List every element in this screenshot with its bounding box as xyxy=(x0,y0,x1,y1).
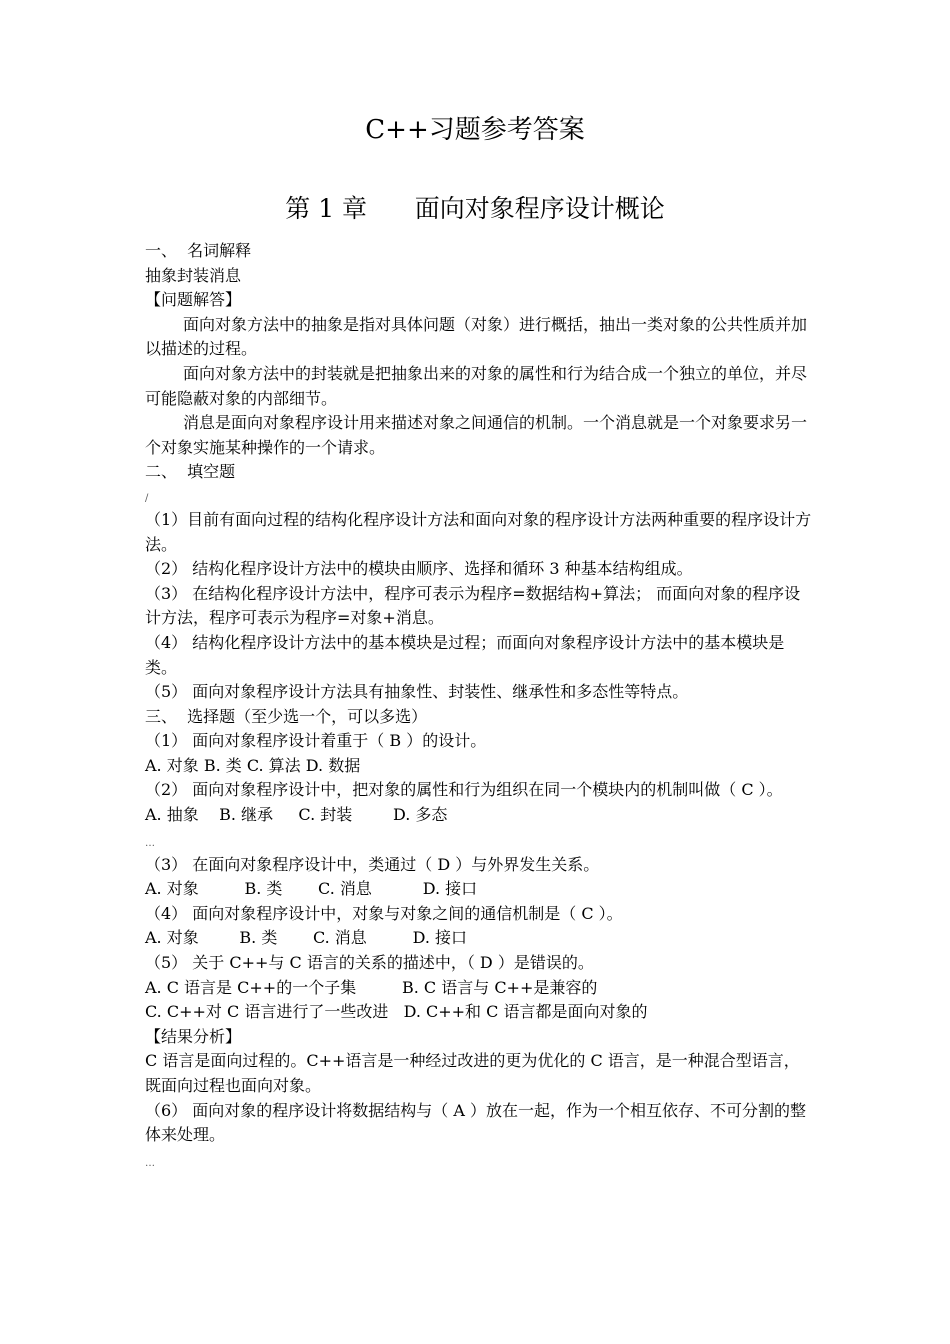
section-heading-choice: 三、 选择题（至少选一个，可以多选） xyxy=(145,706,428,726)
question-5-options-row-1: A. C 语言是 C++的一个子集 B. C 语言与 C++是兼容的 xyxy=(145,977,598,997)
fill-item-3: （3） 在结构化程序设计方法中，程序可表示为程序=数据结构+算法； 而面向对象的程序设计方法，程序可表示为程序=对象+消息。 xyxy=(145,583,801,628)
section-heading-fill-blank: 二、 填空题 xyxy=(145,462,236,482)
page-mark: / xyxy=(145,492,149,504)
section-heading-terms: 一、 名词解释 xyxy=(145,241,252,260)
fill-item-5: （5） 面向对象程序设计方法具有抽象性、封装性、继承性和多态性等特点。 xyxy=(145,682,689,702)
fill-item-2: （2） 结构化程序设计方法中的模块由顺序、选择和循环 3 种基本结构组成。 xyxy=(145,559,693,579)
page-mark: … xyxy=(145,1157,155,1169)
chapter-heading: 第 1 章 面向对象程序设计概论 xyxy=(285,194,665,223)
document-title: C++习题参考答案 xyxy=(365,115,585,145)
document-body xyxy=(145,239,813,1173)
terms-list: 抽象封装消息 xyxy=(145,265,242,285)
fill-item-4: （4） 结构化程序设计方法中的基本模块是过程；而面向对象程序设计方法中的基本模块是类。 xyxy=(145,632,785,677)
fill-item-1: （1）目前有面向过程的结构化程序设计方法和面向对象的程序设计方法两种重要的程序设计方法。 xyxy=(145,509,812,554)
question-5-options-row-2: C. C++对 C 语言进行了一些改进 D. C++和 C 语言都是面向对象的 xyxy=(145,1002,648,1022)
page-mark: … xyxy=(145,837,155,849)
analysis-text: C 语言是面向过程的。C++语言是一种经过改进的更为优化的 C 语言，是一种混合型语言，既面向过程也面向对象。 xyxy=(145,1051,800,1095)
answer-label: 【问题解答】 xyxy=(145,290,242,310)
question-4: （4） 面向对象程序设计中，对象与对象之间的通信机制是（ C ）。 xyxy=(145,903,623,923)
analysis-label: 【结果分析】 xyxy=(145,1026,242,1046)
question-6: （6） 面向对象的程序设计将数据结构与（ A ）放在一起，作为一个相互依存、不可分割的整体来处理。 xyxy=(145,1100,806,1145)
question-4-options: A. 对象 B. 类 C. 消息 D. 接口 xyxy=(145,928,467,948)
question-5: （5） 关于 C++与 C 语言的关系的描述中，（ D ）是错误的。 xyxy=(145,953,594,973)
paragraph-message: 消息是面向对象程序设计用来描述对象之间通信的机制。一个消息就是一个对象要求另一个对象实施某种操作的一个请求。 xyxy=(145,413,808,457)
paragraph-abstraction: 面向对象方法中的抽象是指对具体问题（对象）进行概括，抽出一类对象的公共性质并加以描述的过程。 xyxy=(145,314,808,359)
question-2-options: A. 抽象 B. 继承 C. 封装 D. 多态 xyxy=(145,805,448,825)
question-1: （1） 面向对象程序设计着重于（ B ）的设计。 xyxy=(145,731,487,751)
paragraph-encapsulation: 面向对象方法中的封装就是把抽象出来的对象的属性和行为结合成一个独立的单位，并尽可能隐蔽对象的内部细节。 xyxy=(145,363,808,408)
question-1-options: A. 对象 B. 类 C. 算法 D. 数据 xyxy=(145,755,361,775)
question-3-options: A. 对象 B. 类 C. 消息 D. 接口 xyxy=(145,879,478,899)
question-2: （2） 面向对象程序设计中，把对象的属性和行为组织在同一个模块内的机制叫做（ C ）。 xyxy=(145,780,783,800)
question-3: （3） 在面向对象程序设计中，类通过（ D ）与外界发生关系。 xyxy=(145,854,600,874)
